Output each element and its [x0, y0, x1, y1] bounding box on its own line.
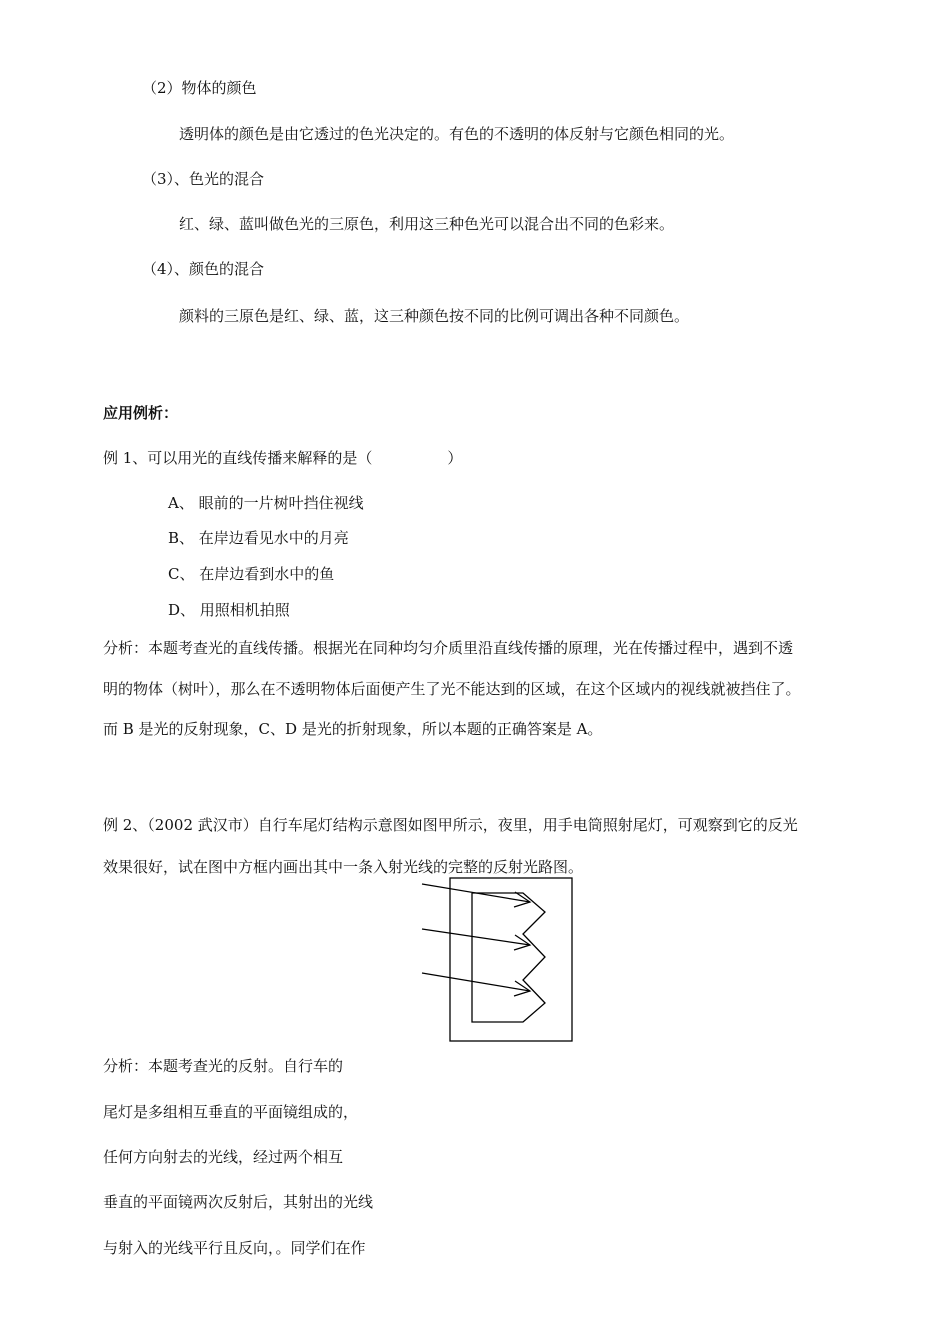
example-2-analysis-line: 垂直的平面镜两次反射后，其射出的光线 — [103, 1193, 374, 1211]
section-4-body: 颜料的三原色是红、绿、蓝，这三种颜色按不同的比例可调出各种不同颜色。 — [179, 307, 690, 325]
example-1-analysis-line: 分析：本题考查光的直线传播。根据光在同种均匀介质里沿直线传播的原理，光在传播过程中，遇到不透 — [103, 639, 794, 657]
example-2-analysis-line: 任何方向射去的光线，经过两个相互 — [103, 1148, 344, 1166]
section-2-body: 透明体的颜色是由它透过的色光决定的。有色的不透明的体反射与它颜色相同的光。 — [179, 125, 735, 143]
example-2-question-line: 效果很好，试在图中方框内画出其中一条入射光线的完整的反射光路图。 — [103, 858, 584, 876]
incident-ray — [422, 929, 530, 945]
example-1-option-a: A、 眼前的一片树叶挡住视线 — [168, 494, 364, 512]
example-1-option-d: D、 用照相机拍照 — [168, 601, 290, 619]
tail-light-reflector — [472, 893, 545, 1022]
section-3-body: 红、绿、蓝叫做色光的三原色，利用这三种色光可以混合出不同的色彩来。 — [179, 215, 675, 233]
example-2-analysis-line: 分析：本题考查光的反射。自行车的 — [103, 1057, 344, 1075]
applications-heading: 应用例析： — [103, 404, 179, 422]
example-1-question: 例 1、可以用光的直线传播来解释的是（ ） — [103, 449, 463, 467]
example-1-option-b: B、 在岸边看见水中的月亮 — [168, 529, 349, 547]
section-2-heading: （2）物体的颜色 — [142, 79, 257, 97]
example-2-question-line: 例 2、（2002 武汉市）自行车尾灯结构示意图如图甲所示，夜里，用手电筒照射尾灯，可观察到它的反光 — [103, 816, 798, 834]
example-1-analysis-line: 明的物体（树叶），那么在不透明物体后面便产生了光不能达到的区域，在这个区域内的视线就被挡住了。 — [103, 680, 801, 698]
example-2-analysis-line: 尾灯是多组相互垂直的平面镜组成的， — [103, 1103, 359, 1121]
section-3-heading: （3）、色光的混合 — [142, 170, 265, 188]
example-2-analysis-line: 与射入的光线平行且反向，。同学们在作 — [103, 1239, 366, 1257]
incident-ray — [422, 973, 530, 991]
outer-frame — [450, 878, 572, 1041]
example-1-option-c: C、 在岸边看到水中的鱼 — [168, 565, 335, 583]
example-1-analysis-line: 而 B 是光的反射现象，C、D 是光的折射现象，所以本题的正确答案是 A。 — [103, 720, 603, 738]
section-4-heading: （4）、颜色的混合 — [142, 260, 265, 278]
